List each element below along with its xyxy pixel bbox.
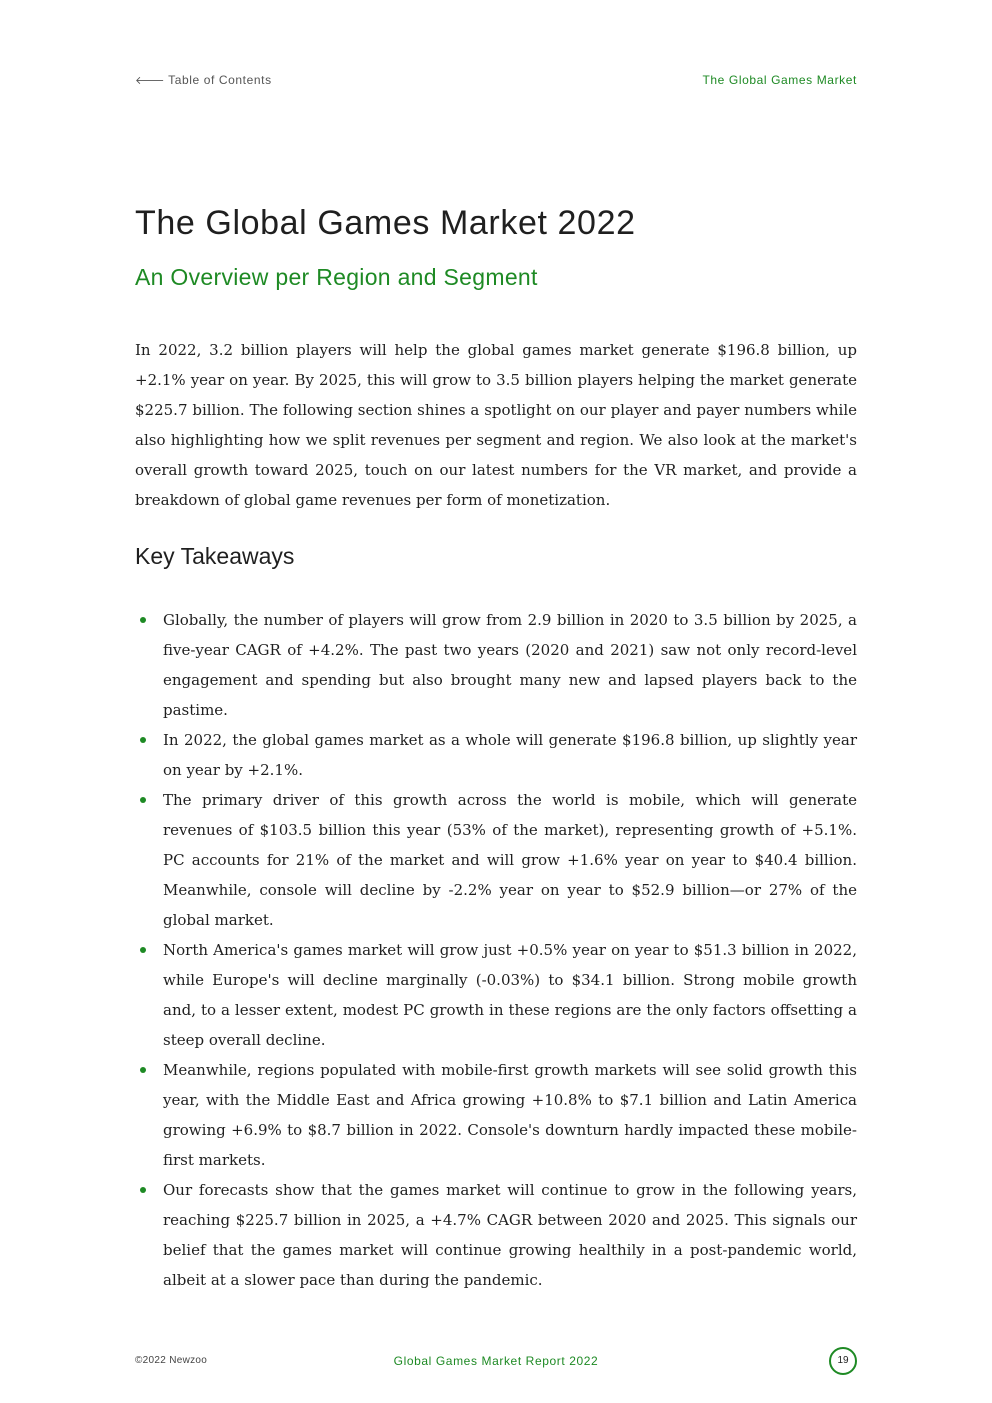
key-takeaways-heading: Key Takeaways (135, 543, 295, 569)
page-title: The Global Games Market 2022 (135, 204, 636, 242)
list-item (135, 1175, 857, 1295)
report-title: Global Games Market Report 2022 (393, 1354, 599, 1368)
top-navigation (135, 73, 857, 89)
list-item-text: In 2022, the global games market as a whole will generate $196.8 billion, up slightly year on year by +2.1%. (163, 731, 857, 779)
bullet-icon (140, 1067, 146, 1073)
list-item (135, 785, 857, 935)
bullet-icon (140, 617, 146, 623)
bullet-icon (140, 737, 146, 743)
list-item (135, 1055, 857, 1175)
section-label: The Global Games Market (702, 73, 857, 87)
intro-paragraph: In 2022, 3.2 billion players will help the global games market generate $196.8 billion, up +2.1% year on year. By 2025, this will grow to 3.5 billion players helping the market generate $225.7 billion. The following section shines a spotlight on our player and payer numbers while also highlighting how we split revenues per segment and region. We also look at the market's overall growth toward 2025, touch on our latest numbers for the VR market, and provide a breakdown of global game revenues per form of monetization. (135, 341, 857, 509)
page-subtitle: An Overview per Region and Segment (135, 264, 538, 290)
list-item-text: North America's games market will grow just +0.5% year on year to $51.3 billion in 2022, while Europe's will decline marginally (-0.03%) to $34.1 billion. Strong mobile growth and, to a lesser extent, modest PC growth in these regions are the only factors offsetting a steep overall decline. (163, 941, 857, 1049)
list-item-text: Meanwhile, regions populated with mobile-first growth markets will see solid growth this year, with the Middle East and Africa growing +10.8% to $7.1 billion and Latin America growing +6.9% to $8.7 billion in 2022. Console's downturn hardly impacted these mobile-first markets. (163, 1061, 857, 1169)
key-takeaways-list (135, 605, 857, 1295)
toc-link-label: Table of Contents (168, 73, 272, 87)
list-item (135, 725, 857, 785)
bullet-icon (140, 947, 146, 953)
page-footer (135, 1347, 857, 1375)
list-item-text: Our forecasts show that the games market will continue to grow in the following years, reaching $225.7 billion in 2025, a +4.7% CAGR between 2020 and 2025. This signals our belief that the games market will continue growing healthily in a post-pandemic world, albeit at a slower pace than during the pandemic. (163, 1181, 857, 1289)
list-item (135, 605, 857, 725)
page-number-badge: 19 (829, 1347, 857, 1375)
list-item-text: Globally, the number of players will grow from 2.9 billion in 2020 to 3.5 billion by 2025, a five-year CAGR of +4.2%. The past two years (2020 and 2021) saw not only record-level engagement and spending but also brought many new and lapsed players back to the pastime. (163, 611, 857, 719)
bullet-icon (140, 797, 146, 803)
arrow-left-icon: 🡐 (135, 75, 166, 87)
list-item-text: The primary driver of this growth across the world is mobile, which will generate revenues of $103.5 billion this year (53% of the market), representing growth of +5.1%. PC accounts for 21% of the market and will grow +1.6% year on year to $40.4 billion. Meanwhile, console will decline by -2.2% year on year to $52.9 billion—or 27% of the global market. (163, 791, 857, 929)
copyright-notice: ©2022 Newzoo (135, 1355, 208, 1366)
table-of-contents-link[interactable] (135, 73, 272, 87)
bullet-icon (140, 1187, 146, 1193)
list-item (135, 935, 857, 1055)
